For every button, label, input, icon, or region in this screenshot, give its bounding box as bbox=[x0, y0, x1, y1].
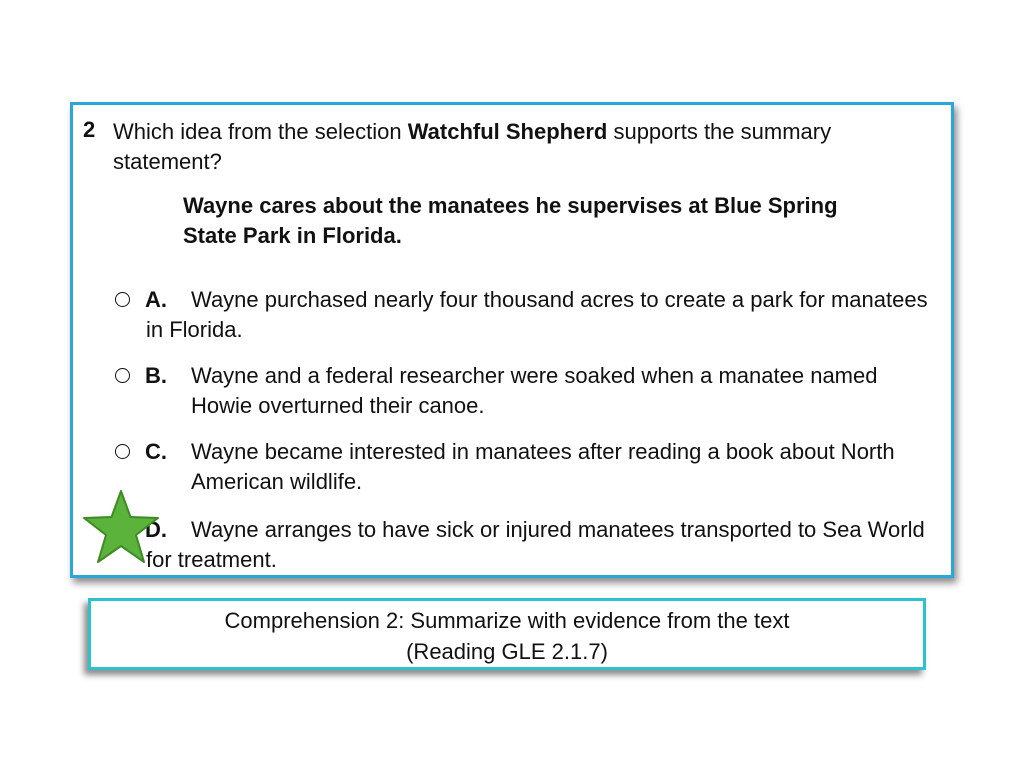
option-text: Wayne and a federal researcher were soaked when a manatee named Howie overturned their canoe. bbox=[191, 363, 878, 418]
radio-circle-icon[interactable] bbox=[115, 368, 130, 383]
caption-line-2: (Reading GLE 2.1.7) bbox=[406, 639, 608, 664]
selection-title: Watchful Shepherd bbox=[407, 119, 608, 144]
question-text-after: supports the summary statement? bbox=[113, 119, 832, 174]
option-text: Wayne arranges to have sick or injured manatees transported to Sea World for treatment. bbox=[146, 517, 925, 572]
summary-statement: Wayne cares about the manatees he supervises at Blue Spring State Park in Florida. bbox=[183, 193, 838, 248]
caption-line-1: Comprehension 2: Summarize with evidence from the text bbox=[224, 608, 790, 633]
question-text-before: Which idea from the selection bbox=[113, 119, 408, 144]
option-letter: A. bbox=[145, 287, 167, 312]
option-text: Wayne purchased nearly four thousand acres to create a park for manatees in Florida. bbox=[146, 287, 928, 342]
option-d[interactable] bbox=[113, 515, 943, 575]
radio-circle-icon[interactable] bbox=[115, 444, 130, 459]
option-letter: D. bbox=[145, 517, 167, 542]
question-text bbox=[113, 117, 903, 177]
caption-box bbox=[88, 598, 926, 670]
question-card bbox=[70, 102, 954, 578]
star-icon bbox=[81, 488, 161, 568]
radio-circle-icon[interactable] bbox=[115, 292, 130, 307]
option-letter: B. bbox=[145, 363, 167, 388]
question-number: 2 bbox=[83, 117, 96, 142]
option-c[interactable] bbox=[113, 437, 943, 497]
option-text: Wayne became interested in manatees after reading a book about North American wildlife. bbox=[191, 439, 895, 494]
option-b[interactable] bbox=[113, 361, 943, 421]
option-a[interactable] bbox=[113, 285, 943, 345]
option-letter: C. bbox=[145, 439, 167, 464]
